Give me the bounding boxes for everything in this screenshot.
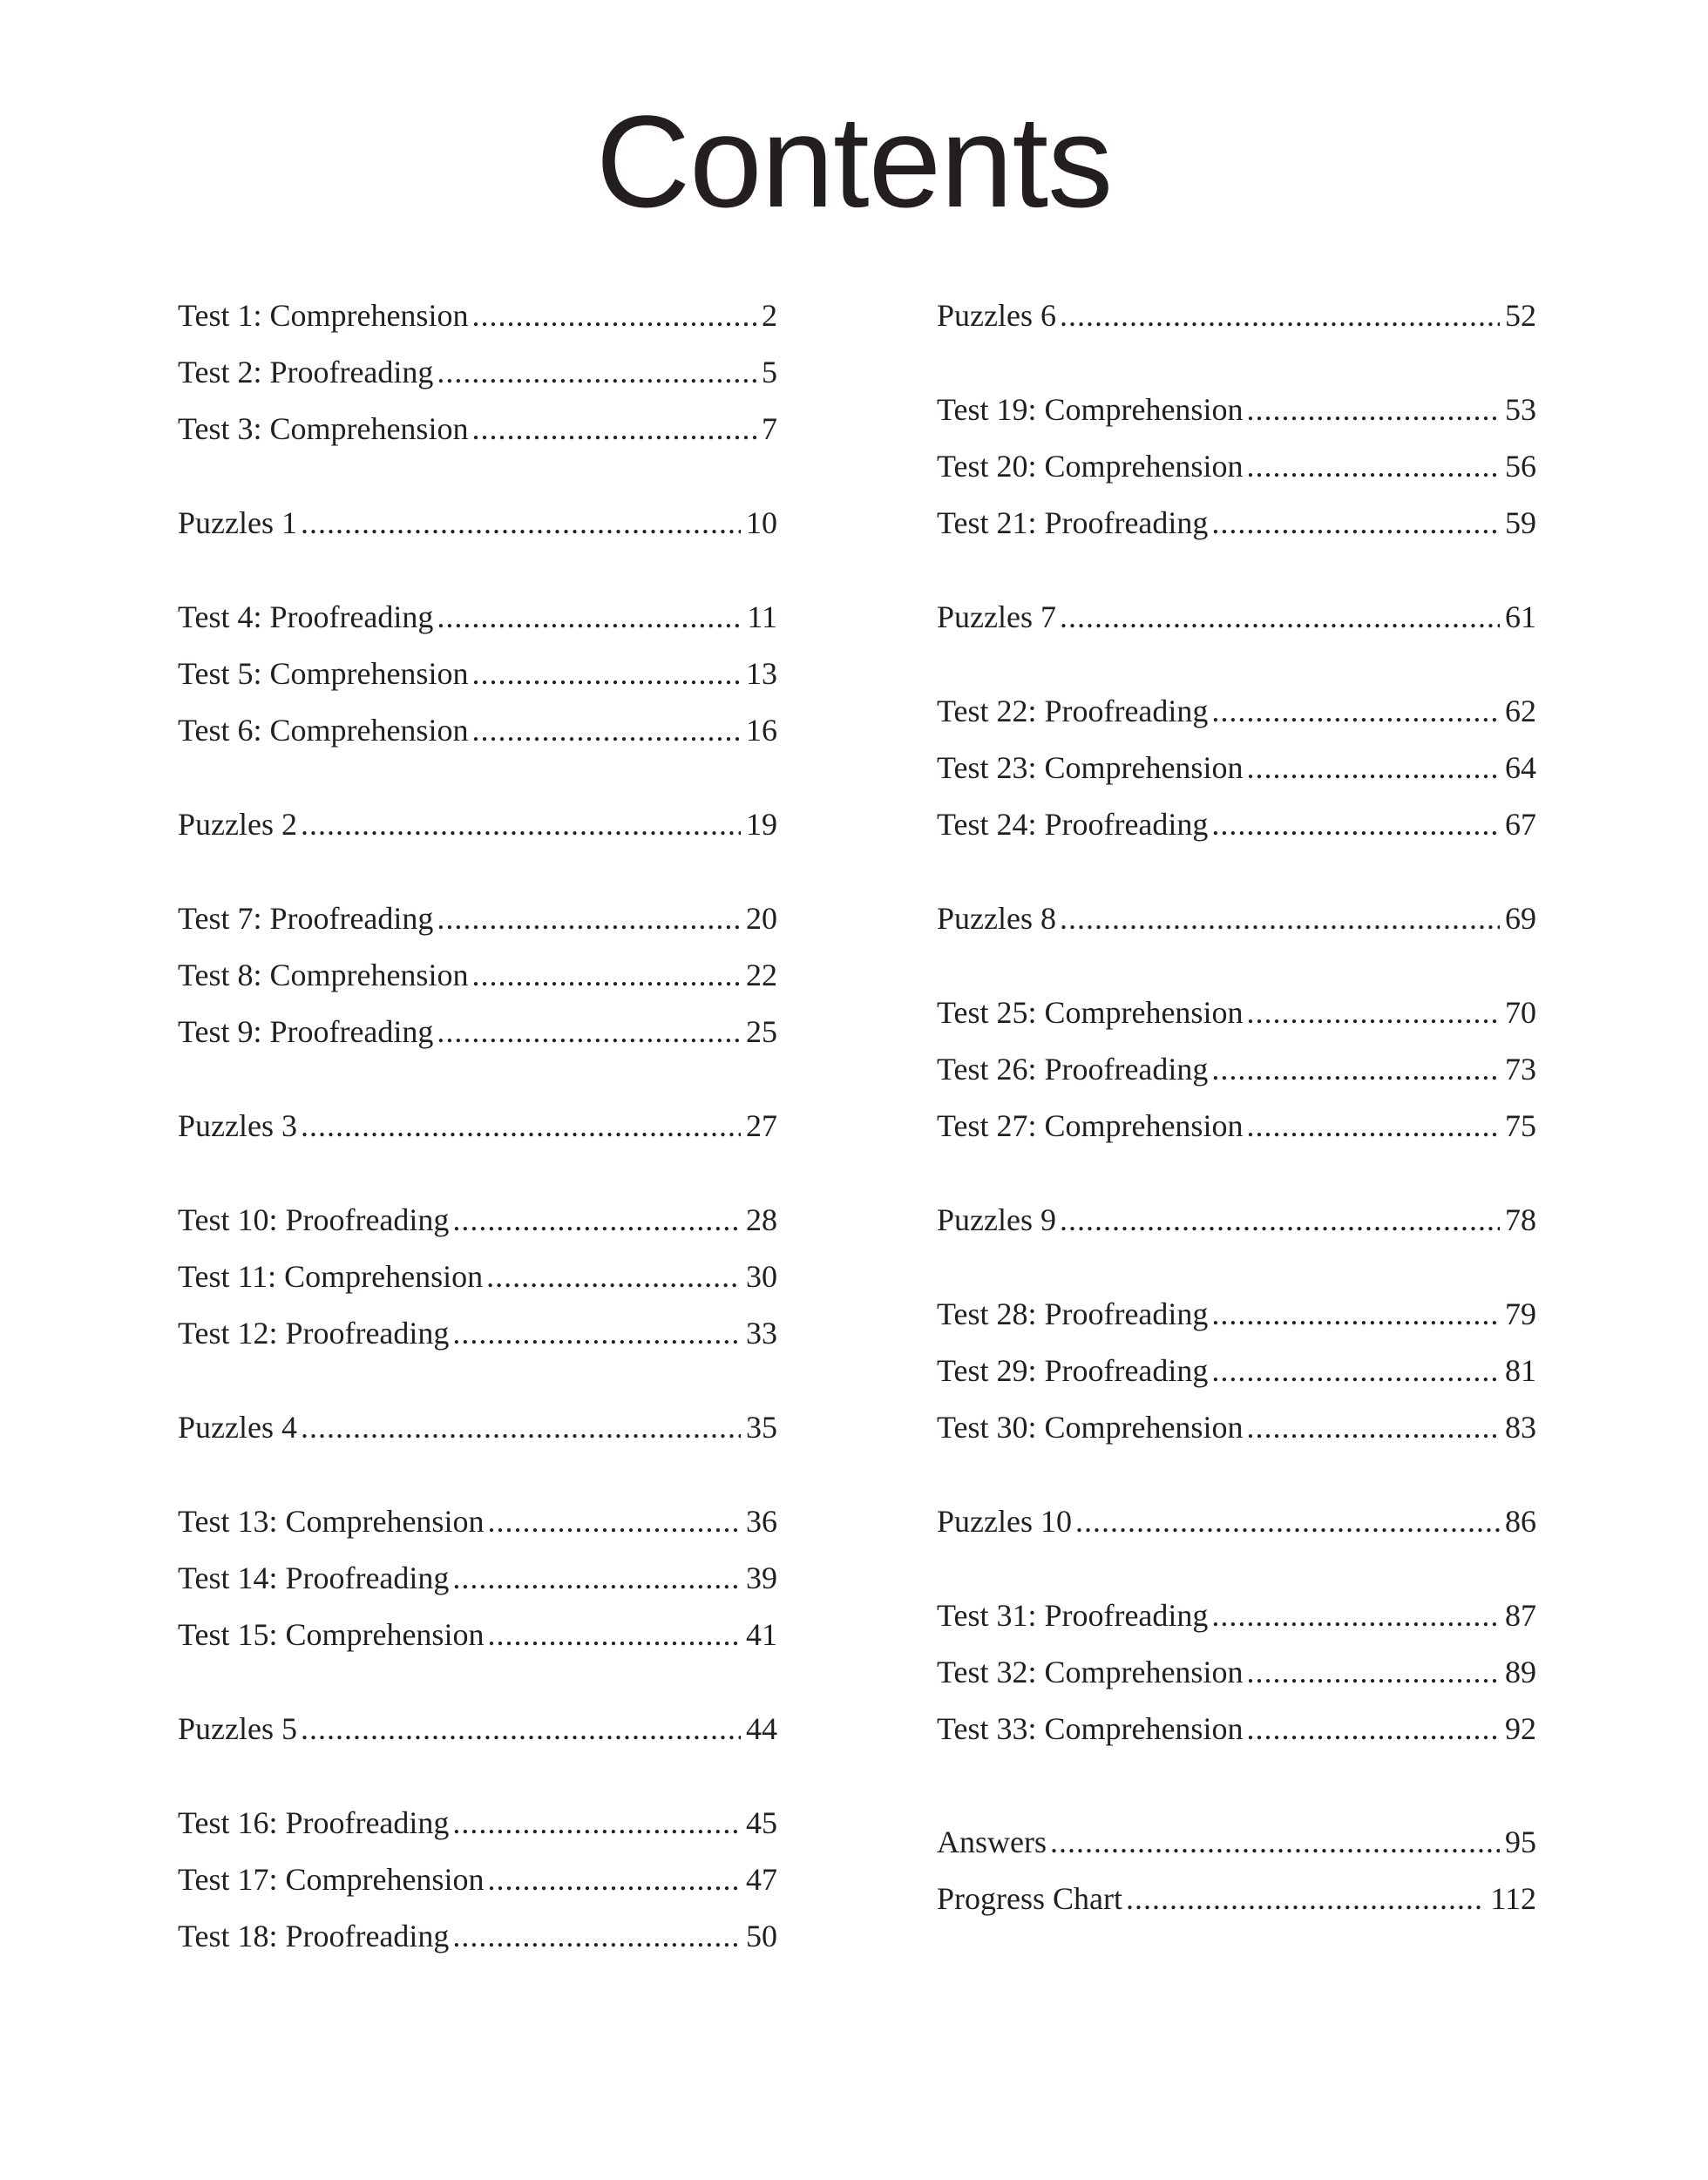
dot-leader [437, 350, 756, 394]
page-title: Contents [595, 88, 1113, 234]
toc-entry [937, 1877, 1536, 1920]
dot-leader [1075, 1500, 1500, 1543]
toc-entry-label: Puzzles 9 [937, 1202, 1056, 1237]
toc-entry-page-number: 79 [1505, 1296, 1536, 1331]
dot-leader [1246, 991, 1500, 1034]
toc-entry-label: Test 21: Proofreading [937, 505, 1209, 540]
toc-entry-label: Test 28: Proofreading [937, 1296, 1209, 1331]
toc-entry [178, 1311, 777, 1355]
toc-entry-page-number: 45 [746, 1805, 777, 1840]
toc-entry [937, 1500, 1536, 1543]
dot-leader [301, 1405, 741, 1449]
toc-entry [937, 1820, 1536, 1864]
toc-entry-label: Test 2: Proofreading [178, 355, 434, 389]
toc-entry-page-number: 59 [1505, 505, 1536, 540]
toc-entry-label: Puzzles 1 [178, 505, 297, 540]
toc-entry [937, 388, 1536, 431]
toc-entry [178, 708, 777, 752]
toc-entry [178, 802, 777, 846]
toc-entry [178, 501, 777, 545]
dot-leader [437, 595, 742, 639]
toc-entry-label: Progress Chart [937, 1881, 1122, 1916]
toc-entry-label: Test 32: Comprehension [937, 1655, 1244, 1689]
dot-leader [1246, 1650, 1500, 1694]
toc-entry [937, 444, 1536, 488]
toc-entry [178, 294, 777, 337]
toc-entry [937, 501, 1536, 545]
dot-leader [487, 1500, 741, 1543]
toc-entry-page-number: 53 [1505, 392, 1536, 427]
dot-leader [1246, 746, 1500, 789]
dot-leader [487, 1613, 741, 1656]
toc-entry-label: Puzzles 6 [937, 298, 1056, 333]
toc-entry-page-number: 35 [746, 1410, 777, 1445]
toc-entry-label: Test 1: Comprehension [178, 298, 469, 333]
toc-entry-page-number: 62 [1505, 694, 1536, 728]
dot-leader [1211, 1349, 1500, 1392]
toc-entry-page-number: 92 [1505, 1711, 1536, 1746]
dot-leader [1211, 1292, 1500, 1336]
toc-entry-label: Test 24: Proofreading [937, 807, 1209, 842]
toc-entry-label: Test 29: Proofreading [937, 1353, 1209, 1388]
toc-entry-page-number: 56 [1505, 449, 1536, 484]
toc-entry-label: Test 20: Comprehension [937, 449, 1244, 484]
toc-entry-label: Test 23: Comprehension [937, 750, 1244, 785]
dot-leader [1246, 444, 1500, 488]
toc-entry [178, 1010, 777, 1053]
toc-entry [937, 1650, 1536, 1694]
toc-entry [178, 1858, 777, 1901]
toc-entry [937, 689, 1536, 733]
toc-entry-page-number: 7 [762, 411, 777, 446]
toc-entry-label: Test 14: Proofreading [178, 1561, 450, 1595]
toc-entry-page-number: 86 [1505, 1504, 1536, 1539]
toc-entry [178, 897, 777, 940]
toc-entry-page-number: 41 [746, 1617, 777, 1652]
toc-entry-page-number: 16 [746, 713, 777, 748]
dot-leader [471, 708, 741, 752]
dot-leader [471, 294, 756, 337]
toc-entry [178, 1801, 777, 1845]
dot-leader [1211, 802, 1500, 846]
toc-entry-label: Test 8: Comprehension [178, 958, 469, 992]
toc-entry [178, 1500, 777, 1543]
toc-entry-label: Test 25: Comprehension [937, 995, 1244, 1030]
toc-entry-label: Test 22: Proofreading [937, 694, 1209, 728]
dot-leader [1060, 294, 1500, 337]
dot-leader [1060, 1198, 1500, 1242]
toc-entry-page-number: 22 [746, 958, 777, 992]
toc-entry-page-number: 11 [747, 599, 777, 634]
toc-entry [178, 1707, 777, 1750]
toc-entry-label: Test 30: Comprehension [937, 1410, 1244, 1445]
toc-entry [937, 1349, 1536, 1392]
dot-leader [1060, 595, 1500, 639]
toc-entry-page-number: 73 [1505, 1052, 1536, 1087]
toc-entry-page-number: 70 [1505, 995, 1536, 1030]
toc-entry [937, 897, 1536, 940]
toc-entry-page-number: 83 [1505, 1410, 1536, 1445]
toc-entry [937, 595, 1536, 639]
dot-leader [301, 1707, 741, 1750]
toc-entry-label: Puzzles 10 [937, 1504, 1072, 1539]
toc-entry-label: Test 9: Proofreading [178, 1014, 434, 1049]
toc-entry [937, 991, 1536, 1034]
toc-entry-page-number: 13 [746, 656, 777, 691]
toc-entry [178, 1198, 777, 1242]
toc-entry [937, 1707, 1536, 1750]
toc-entry-page-number: 64 [1505, 750, 1536, 785]
toc-entry-label: Puzzles 7 [937, 599, 1056, 634]
toc-entry [937, 1198, 1536, 1242]
toc-entry-page-number: 30 [746, 1259, 777, 1294]
dot-leader [471, 652, 741, 695]
toc-entry-page-number: 33 [746, 1316, 777, 1351]
dot-leader [487, 1858, 741, 1901]
toc-entry-label: Puzzles 5 [178, 1711, 297, 1746]
toc-entry [937, 1104, 1536, 1148]
dot-leader [452, 1801, 741, 1845]
toc-entry-page-number: 10 [746, 505, 777, 540]
toc-entry-page-number: 39 [746, 1561, 777, 1595]
toc-entry-page-number: 81 [1505, 1353, 1536, 1388]
toc-entry-page-number: 44 [746, 1711, 777, 1746]
toc-entry-label: Test 6: Comprehension [178, 713, 469, 748]
toc-entry-page-number: 27 [746, 1108, 777, 1143]
dot-leader [1211, 1047, 1500, 1091]
toc-entry-label: Test 15: Comprehension [178, 1617, 485, 1652]
dot-leader [1246, 1707, 1500, 1750]
toc-entry [937, 802, 1536, 846]
toc-entry-page-number: 69 [1505, 901, 1536, 936]
toc-entry-label: Test 12: Proofreading [178, 1316, 450, 1351]
toc-entry [178, 1613, 777, 1656]
dot-leader [452, 1311, 741, 1355]
dot-leader [1050, 1820, 1500, 1864]
toc-entry-label: Test 26: Proofreading [937, 1052, 1209, 1087]
dot-leader [452, 1556, 741, 1600]
toc-entry [937, 294, 1536, 337]
toc-entry [937, 746, 1536, 789]
dot-leader [471, 953, 741, 997]
toc-entry-label: Puzzles 4 [178, 1410, 297, 1445]
dot-leader [1246, 388, 1500, 431]
toc-entry-page-number: 52 [1505, 298, 1536, 333]
toc-entry [937, 1594, 1536, 1637]
dot-leader [452, 1198, 741, 1242]
toc-entry [937, 1047, 1536, 1091]
toc-entry-page-number: 20 [746, 901, 777, 936]
toc-entry-label: Test 7: Proofreading [178, 901, 434, 936]
toc-entry [178, 652, 777, 695]
toc-entry-label: Test 11: Comprehension [178, 1259, 484, 1294]
toc-entry-page-number: 47 [746, 1862, 777, 1897]
toc-entry [178, 1104, 777, 1148]
dot-leader [437, 1010, 741, 1053]
toc-entry-label: Test 3: Comprehension [178, 411, 469, 446]
toc-entry-page-number: 95 [1505, 1825, 1536, 1859]
toc-entry-page-number: 112 [1490, 1881, 1536, 1916]
toc-entry-label: Test 5: Comprehension [178, 656, 469, 691]
dot-leader [452, 1914, 741, 1958]
toc-entry-label: Test 4: Proofreading [178, 599, 434, 634]
toc-entry-page-number: 78 [1505, 1202, 1536, 1237]
dot-leader [301, 501, 741, 545]
toc-entry [178, 1556, 777, 1600]
dot-leader [437, 897, 741, 940]
dot-leader [486, 1255, 741, 1298]
toc-entry [178, 1255, 777, 1298]
toc-entry [178, 595, 777, 639]
toc-entry [937, 1405, 1536, 1449]
toc-entry-page-number: 67 [1505, 807, 1536, 842]
toc-entry-label: Puzzles 2 [178, 807, 297, 842]
toc-entry-page-number: 25 [746, 1014, 777, 1049]
dot-leader [1211, 1594, 1500, 1637]
dot-leader [1246, 1405, 1500, 1449]
dot-leader [1246, 1104, 1500, 1148]
dot-leader [301, 1104, 741, 1148]
toc-entry-label: Test 31: Proofreading [937, 1598, 1209, 1633]
toc-entry-page-number: 61 [1505, 599, 1536, 634]
toc-entry-page-number: 89 [1505, 1655, 1536, 1689]
toc-entry-page-number: 36 [746, 1504, 777, 1539]
dot-leader [301, 802, 741, 846]
toc-entry-label: Answers [937, 1825, 1047, 1859]
toc-entry-page-number: 75 [1505, 1108, 1536, 1143]
toc-entry-page-number: 87 [1505, 1598, 1536, 1633]
toc-entry [937, 1292, 1536, 1336]
toc-entry-page-number: 50 [746, 1919, 777, 1953]
toc-entry-page-number: 2 [762, 298, 777, 333]
toc-entry-label: Test 10: Proofreading [178, 1202, 450, 1237]
toc-entry-page-number: 5 [762, 355, 777, 389]
toc-entry-label: Puzzles 8 [937, 901, 1056, 936]
dot-leader [1126, 1877, 1485, 1920]
dot-leader [1211, 689, 1500, 733]
toc-entry-label: Test 18: Proofreading [178, 1919, 450, 1953]
toc-entry-label: Test 13: Comprehension [178, 1504, 485, 1539]
toc-entry [178, 407, 777, 450]
toc-entry-label: Test 33: Comprehension [937, 1711, 1244, 1746]
dot-leader [1060, 897, 1500, 940]
toc-entry-page-number: 28 [746, 1202, 777, 1237]
toc-entry-label: Puzzles 3 [178, 1108, 297, 1143]
toc-entry-label: Test 27: Comprehension [937, 1108, 1244, 1143]
dot-leader [471, 407, 756, 450]
toc-entry [178, 1914, 777, 1958]
toc-entry [178, 350, 777, 394]
toc-entry-label: Test 19: Comprehension [937, 392, 1244, 427]
toc-entry-label: Test 17: Comprehension [178, 1862, 485, 1897]
toc-entry [178, 1405, 777, 1449]
toc-entry-label: Test 16: Proofreading [178, 1805, 450, 1840]
toc-entry-page-number: 19 [746, 807, 777, 842]
dot-leader [1211, 501, 1500, 545]
toc-entry [178, 953, 777, 997]
